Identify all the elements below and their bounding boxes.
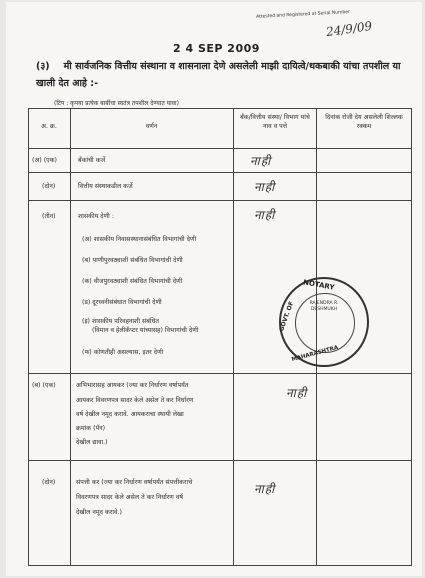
notary-seal [279, 277, 369, 367]
govt-item-e-cont: (विमान व हेलीकॅप्टर यांच्यासह) विभागांची देणी [92, 327, 199, 334]
header-due: दिनांक रोजी देय असलेली शिल्लक रक्कम [325, 114, 403, 130]
govt-item-e: (इ) शासकीय परिवहनाशी संबंधित [82, 318, 159, 325]
notary-seal-bottom: MAHARASHTRA [291, 344, 339, 364]
section-heading [36, 58, 406, 92]
section-heading-text: मी सार्वजनिक वित्तीय संस्थाना व शासनाला देणे असलेली माझी दायित्वे/थकबाकी यांचा तपशील या खाली देत आहे :- [36, 61, 401, 89]
row-b2-line-2: विवरणपत्र सादर केले असेल ते कर निर्धारण वर्ष [76, 494, 183, 501]
row-a1-desc: बँकांची कर्जे [78, 157, 106, 164]
header-bank: बँक/वित्तीय संस्था/ विभाग यांचे नाव व पत्ते [240, 114, 310, 130]
row-b1-line-2: आयकर विवरणपत्र सादर केले असेल ते कर निर्धारण [76, 397, 194, 404]
row-b2-answer: नाही [254, 482, 276, 496]
row-a3-answer: नाही [254, 208, 276, 222]
notary-seal-center: RAJENDRA R. DESHMUKH [309, 301, 339, 312]
govt-item-d: (ड) दूरध्वनीसंबंधात विभागांची देणी [82, 299, 162, 306]
row-a2-sr: (दोन) [42, 183, 56, 190]
row-b1-line-1: अभिभारासह आयकर (ज्या कर निर्धारण वर्षापर्यंत [76, 382, 189, 389]
row-a2-answer: नाही [254, 180, 276, 194]
row-a1-answer: नाही [250, 154, 272, 168]
notary-seal-left: GOVT. OF [277, 300, 296, 333]
govt-item-a: (अ) शासकीय निवासस्थानासंबंधित विभागांची देणी [82, 236, 197, 243]
row-b2-line-1: संपत्ती कर (ज्या कर निर्धारण वर्षापर्यंत संपत्तीकराचे [76, 479, 193, 486]
row-b1-answer: नाही [286, 386, 308, 400]
row-b1-sr: (ब) (एक) [32, 382, 56, 389]
header-sr: अ. क्र. [41, 123, 57, 130]
note-text: (टिप : कृपया प्रत्येक बाबींचा स्वतंत्र तपशील देण्यात यावा) [54, 100, 179, 107]
row-a3-desc: शासकीय देणी : [78, 213, 114, 220]
govt-item-c: (क) वीजपुरवठ्याशी संबंधित विभागांची देणी [82, 278, 183, 285]
signature: 24/9/09 [325, 18, 374, 40]
row-a1-sr: (अ) (एक) [32, 157, 57, 164]
govt-item-f: (फ) कोणतीही असल्यास, इतर देणी [82, 349, 164, 356]
header-desc: वर्णन [145, 123, 158, 130]
notary-seal-top: NOTARY [302, 278, 336, 292]
row-b1-line-5: देखील द्यावा.) [76, 439, 108, 446]
section-number: (३) [36, 61, 50, 72]
govt-item-b: (ब) पाणीपुरवठ्याशी संबंधित विभागांची देणी [82, 257, 183, 264]
registration-stamp: Attested and Registered at Serial Number [255, 9, 351, 20]
row-a2-desc: वित्तीय संस्थाकडील कर्जे [78, 183, 133, 190]
row-b1-line-4: क्रमांक (पॅन) [76, 425, 106, 432]
date-stamp: 2 4 SEP 2009 [173, 42, 260, 55]
row-b2-sr: (दोन) [42, 479, 56, 486]
document-page [6, 2, 422, 576]
row-a3-sr: (तीन) [42, 213, 56, 220]
row-b2-line-3: देखील नमूद करावे.) [76, 509, 123, 516]
row-b1-line-3: वर्ष देखील नमूद करावे. आयकराचा स्थायी लेखा [76, 411, 184, 418]
